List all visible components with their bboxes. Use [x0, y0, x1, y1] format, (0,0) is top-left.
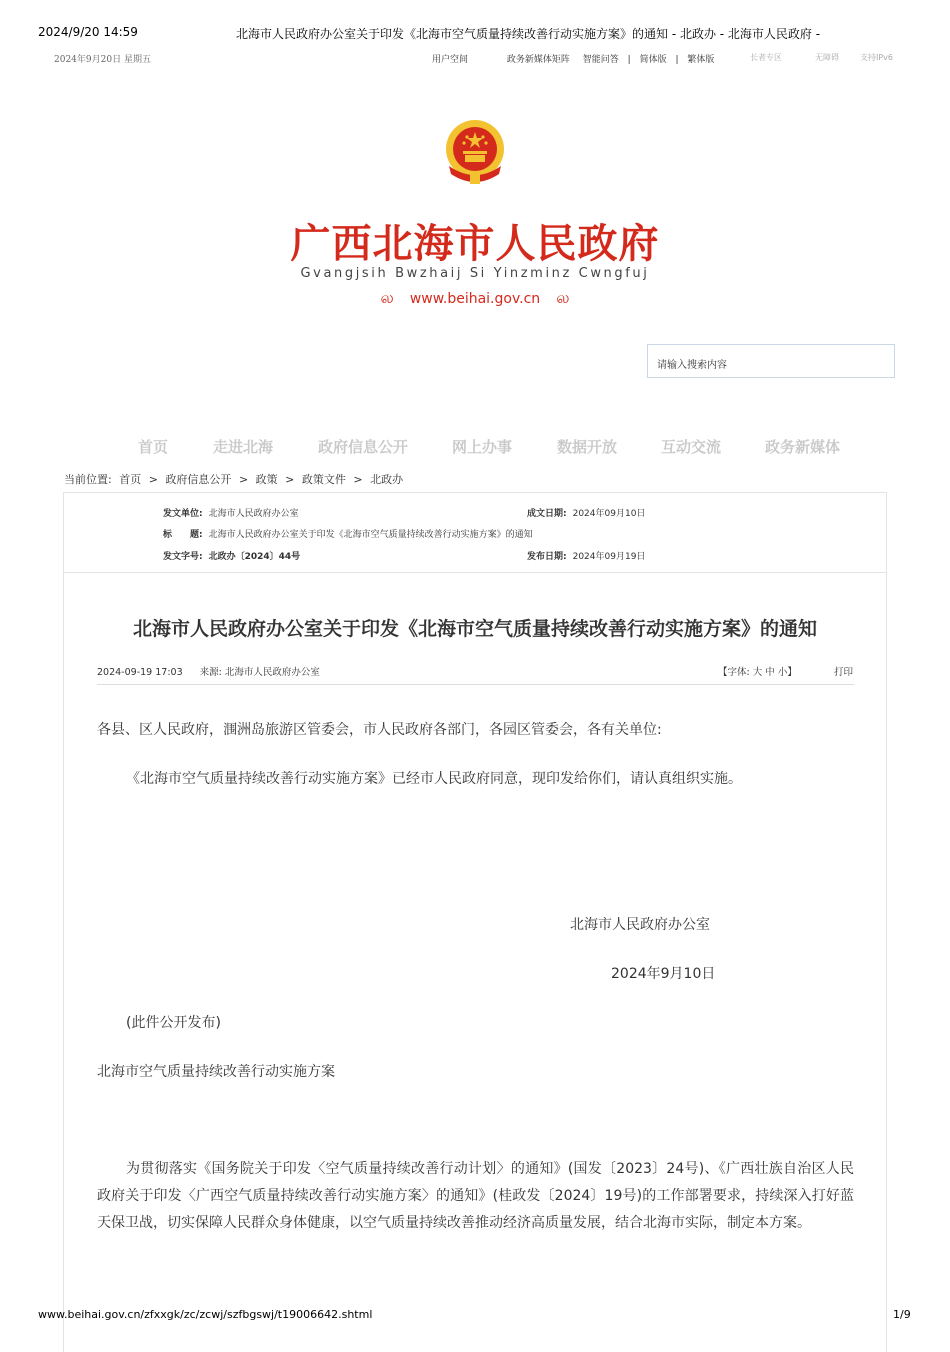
meta-issuer-value: 北海市人民政府办公室	[208, 509, 299, 519]
article-source-label: 来源:	[199, 667, 222, 678]
print-page-title: 北海市人民政府办公室关于印发《北海市空气质量持续改善行动实施方案》的通知 - 北政办 - 北海市人民政府 -	[236, 27, 821, 41]
font-size-large[interactable]: 大	[752, 667, 763, 678]
user-space-link[interactable]: 用户空间	[432, 55, 469, 65]
font-size-medium[interactable]: 中	[765, 667, 775, 678]
site-url-text[interactable]: www.beihai.gov.cn	[409, 291, 541, 307]
nav-new-media[interactable]: 政务新媒体	[765, 438, 841, 456]
breadcrumb-sep: >	[238, 473, 249, 486]
separator: |	[675, 55, 679, 65]
top-links	[432, 52, 724, 65]
meta-issuer	[163, 506, 299, 519]
meta-issuer-label: 发文单位:	[163, 509, 203, 519]
breadcrumb-label: 当前位置:	[64, 473, 112, 486]
article-title: 北海市人民政府办公室关于印发《北海市空气质量持续改善行动实施方案》的通知	[132, 618, 817, 640]
nav-open-data[interactable]: 数据开放	[557, 438, 618, 456]
disclosure-note: (此件公开发布)	[126, 1015, 221, 1031]
accessibility-link[interactable]: 无障碍	[815, 53, 839, 62]
breadcrumb	[64, 471, 407, 487]
nav-gov-info[interactable]: 政府信息公开	[318, 438, 409, 456]
search-input[interactable]: 请输入搜索内容	[647, 344, 895, 378]
breadcrumb-beizhengban[interactable]: 北政办	[370, 473, 404, 486]
font-size-close: 】	[787, 667, 797, 678]
cloud-swirl-icon: ல	[556, 288, 570, 307]
meta-date-value: 2024年09月10日	[572, 509, 646, 519]
divider	[97, 684, 854, 685]
meta-docno-value: 北政办〔2024〕44号	[208, 552, 301, 562]
sign-date: 2024年9月10日	[611, 966, 716, 982]
site-pinyin: Gvangjsih Bwzhaij Si Yinzminz Cwngfuj	[300, 266, 650, 281]
meta-pubdate	[527, 549, 645, 562]
print-button[interactable]: 打印	[834, 667, 854, 678]
nav-interaction[interactable]: 互动交流	[661, 438, 722, 456]
article-time: 2024-09-19 17:03	[97, 667, 183, 678]
breadcrumb-sep: >	[353, 473, 363, 486]
meta-title-label: 标 题:	[163, 530, 203, 540]
breadcrumb-gov-info[interactable]: 政府信息公开	[165, 473, 232, 486]
nav-online-services[interactable]: 网上办事	[452, 438, 513, 456]
meta-pubdate-label: 发布日期:	[527, 552, 567, 562]
font-size-control	[718, 664, 797, 678]
cloud-swirl-icon: ல	[380, 288, 394, 307]
breadcrumb-policy[interactable]: 政策	[255, 473, 278, 486]
traditional-link[interactable]: 繁体版	[687, 55, 715, 65]
body-paragraph: 为贯彻落实《国务院关于印发〈空气质量持续改善行动计划〉的通知》(国发〔2023〕24号)、《广西壮族自治区人民政府关于印发〈广西空气质量持续改善行动实施方案〉的通知》(桂政发〔2024〕19号)的工作部署要求，持续深入打好蓝天保卫战，切实保障人民群众身体健康，以空气质量持续改善推动经济高质量发展，结合北海市实际，制定本方案。	[97, 1161, 854, 1231]
attachment-title: 北海市空气质量持续改善行动实施方案	[97, 1064, 335, 1080]
meta-docno-label: 发文字号:	[163, 552, 203, 562]
meta-date	[527, 506, 645, 519]
meta-title-value: 北海市人民政府办公室关于印发《北海市空气质量持续改善行动实施方案》的通知	[208, 530, 533, 540]
breadcrumb-home[interactable]: 首页	[119, 473, 142, 486]
nav-about-beihai[interactable]: 走进北海	[213, 438, 274, 456]
intro-paragraph: 《北海市空气质量持续改善行动实施方案》已经市人民政府同意，现印发给你们，请认真组织实施。	[126, 771, 742, 787]
breadcrumb-sep: >	[285, 473, 295, 486]
elderly-link[interactable]: 长者专区	[750, 53, 782, 62]
meta-date-label: 成文日期:	[527, 509, 567, 519]
nav-home[interactable]: 首页	[138, 438, 169, 456]
salutation: 各县、区人民政府，涠洲岛旅游区管委会，市人民政府各部门，各园区管委会，各有关单位:	[97, 722, 662, 738]
breadcrumb-policy-docs[interactable]: 政策文件	[301, 473, 346, 486]
page-number: 1/9	[893, 1308, 911, 1321]
media-matrix-link[interactable]: 政务新媒体矩阵	[506, 55, 570, 65]
footer-url: www.beihai.gov.cn/zfxxgk/zc/zcwj/szfbgswj/t19006642.shtml	[38, 1308, 373, 1321]
separator: |	[627, 55, 631, 65]
breadcrumb-sep: >	[148, 473, 158, 486]
font-size-small[interactable]: 小	[777, 667, 788, 678]
article-info	[97, 664, 320, 678]
article-source: 北海市人民政府办公室	[224, 667, 320, 678]
meta-docno	[163, 549, 306, 562]
national-emblem-icon	[443, 118, 507, 188]
smart-qa-link[interactable]: 智能问答	[582, 55, 619, 65]
meta-title	[163, 527, 533, 540]
site-name: 广西北海市人民政府	[290, 221, 660, 267]
meta-pubdate-value: 2024年09月19日	[572, 552, 646, 562]
simplified-link[interactable]: 简体版	[639, 55, 667, 65]
font-size-label: 【字体:	[718, 667, 750, 678]
site-url	[0, 288, 950, 309]
top-date: 2024年9月20日 星期五	[54, 55, 151, 65]
signer: 北海市人民政府办公室	[570, 917, 710, 933]
ipv6-link[interactable]: 支持IPv6	[860, 53, 894, 62]
print-datetime: 2024/9/20 14:59	[38, 25, 138, 39]
